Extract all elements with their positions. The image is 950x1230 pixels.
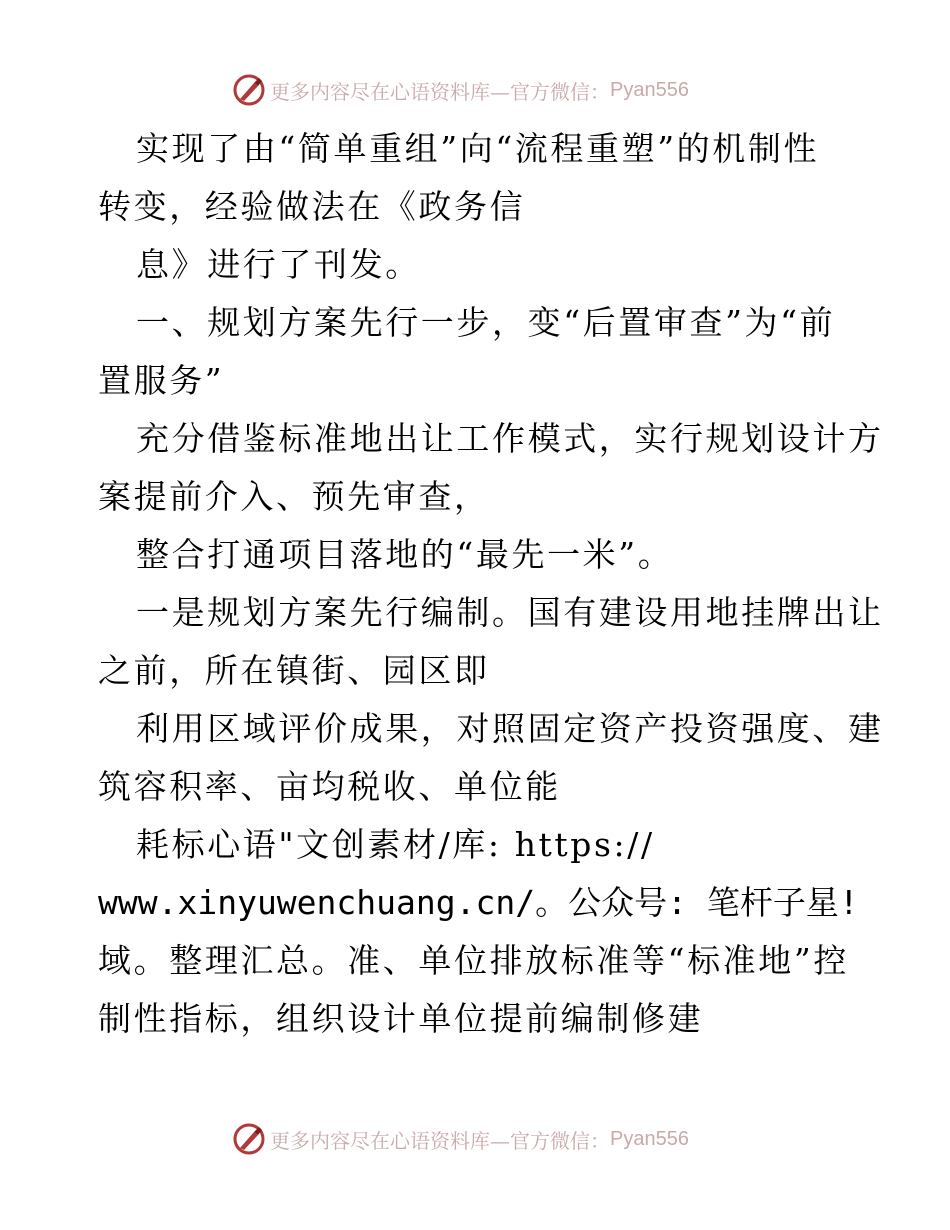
pen-circle-logo-icon <box>232 1122 266 1156</box>
header-watermark <box>232 72 689 108</box>
footer-watermark <box>232 1121 689 1157</box>
document-body <box>98 120 884 1048</box>
text-line: 息》进行了刊发。 <box>136 245 421 284</box>
watermark-text: 更多内容尽在心语资料库—官方微信： <box>270 1128 610 1153</box>
pen-circle-logo-icon <box>232 73 266 107</box>
text-line: 利用区域评价成果，对照固定资产投资强度、建 <box>136 709 884 748</box>
text-line: 实现了由“简单重组”向“流程重塑”的机制性 <box>136 129 820 168</box>
section-heading-continued: 置服务” <box>98 361 225 400</box>
text-line: 耗标心语"文创素材/库: https:// <box>136 825 655 864</box>
watermark-wechat-id: Pyan556 <box>610 78 689 101</box>
text-line: 域。整理汇总。准、单位排放标准等“标准地”控 <box>98 941 849 980</box>
text-line: 制性指标，组织设计单位提前编制修建 <box>98 999 704 1038</box>
text-line: 充分借鉴标准地出让工作模式，实行规划设计方 <box>136 419 884 458</box>
text-line: 整合打通项目落地的“最先一米”。 <box>136 535 674 574</box>
text-line: 转变，经验做法在《政务信 <box>98 187 526 226</box>
text-line: 案提前介入、预先审查， <box>98 477 490 516</box>
text-line: 筑容积率、亩均税收、单位能 <box>98 767 561 806</box>
text-line: 一是规划方案先行编制。国有建设用地挂牌出让 <box>136 593 884 632</box>
text-line: 之前，所在镇街、园区即 <box>98 651 490 690</box>
text-line-url: www.xinyuwenchuang.cn/。公众号: 笔杆子星! <box>98 883 859 922</box>
section-heading: 一、规划方案先行一步，变“后置审查”为“前 <box>136 303 836 342</box>
watermark-wechat-id: Pyan556 <box>610 1127 689 1150</box>
watermark-text: 更多内容尽在心语资料库—官方微信： <box>270 79 610 104</box>
